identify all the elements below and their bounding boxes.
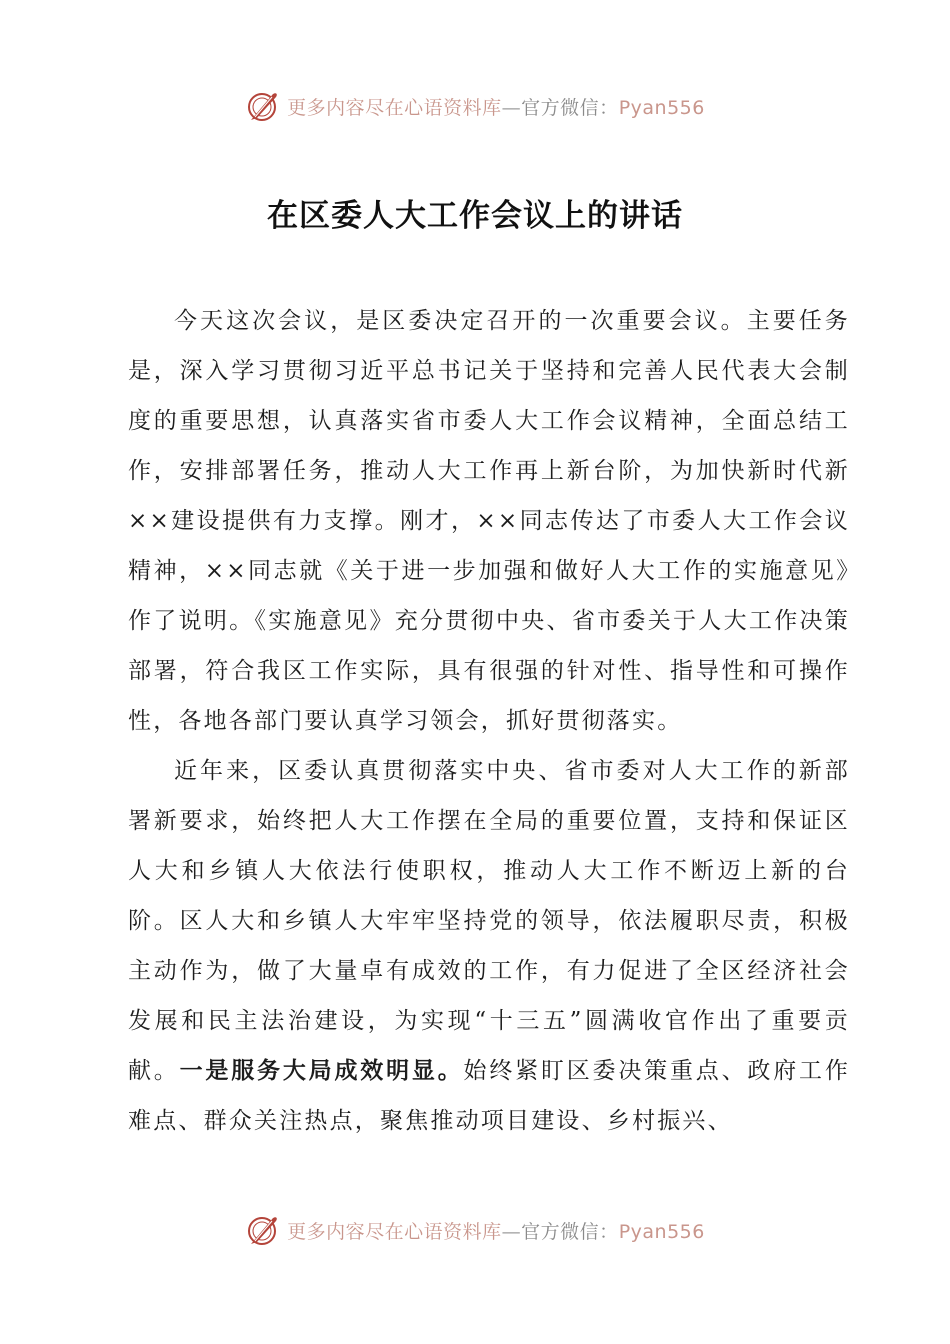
- header-wechat-label: 官方微信：: [521, 96, 619, 119]
- footer-wechat-account: Pyan556: [618, 1220, 705, 1243]
- document-title: 在区委人大工作会议上的讲话: [267, 198, 683, 234]
- header-watermark-banner: [0, 84, 950, 128]
- quill-pen-logo-icon: [245, 88, 281, 124]
- quill-pen-logo-icon: [245, 1212, 281, 1248]
- paragraph-2-bold-lead: 一是服务大局成效明显。: [179, 1057, 464, 1084]
- header-brand-text: 更多内容尽在心语资料库: [287, 96, 502, 119]
- header-dash: —: [501, 96, 522, 119]
- footer-dash: —: [501, 1220, 522, 1243]
- header-watermark-text: [287, 93, 705, 120]
- header-wechat-account: Pyan556: [618, 96, 705, 119]
- document-body: [128, 296, 850, 1146]
- paragraph-2-text-a: 近年来，区委认真贯彻落实中央、省市委对人大工作的新部 署新要求，始终把人大工作摆在全局的重要位置，支持和保证区 人大和乡镇人大依法行使职权，推动人大工作不断迈上新的台阶。区人大和乡镇人大牢牢坚持党的领导，依法履职尽责，积极主动作为，做了大量卓有成效的工作，有力促进了全区经济社会发展和民主法治建设，为实现“十三五”圆满收官作出了重要贡献。: [128, 758, 850, 1084]
- footer-watermark-text: [287, 1217, 705, 1244]
- footer-watermark-banner: [0, 1208, 950, 1252]
- footer-wechat-label: 官方微信：: [521, 1220, 619, 1243]
- paragraph-2-text-b: 始终紧盯区委决策重点、政府工作难点、群众关注热点，聚焦推动项目建设、乡村振兴、: [128, 1058, 851, 1134]
- body-paragraph-2: [128, 746, 850, 1146]
- body-paragraph-1: 今天这次会议，是区委决定召开的一次重要会议。主要任务 是，深入学习贯彻习近平总书记关于坚持和完善人民代表大会制 度的重要思想，认真落实省市委人大工作会议精神，全面总结工 作，安排部署任务，推动人大工作再上新台阶，为加快新时代新××建设提供有力支撑。刚才，××同志传达了市委人大工作会议精神，××同志就《关于进一步加强和做好人大工作的实施意见》作了说明。《实施意见》充分贯彻中央、省市委关于人大工作决策部署，符合我区工作实际，具有很强的针对性、指导性和可操作性，各地各部门要认真学习领会，抓好贯彻落实。: [128, 308, 850, 734]
- footer-brand-text: 更多内容尽在心语资料库: [287, 1220, 502, 1243]
